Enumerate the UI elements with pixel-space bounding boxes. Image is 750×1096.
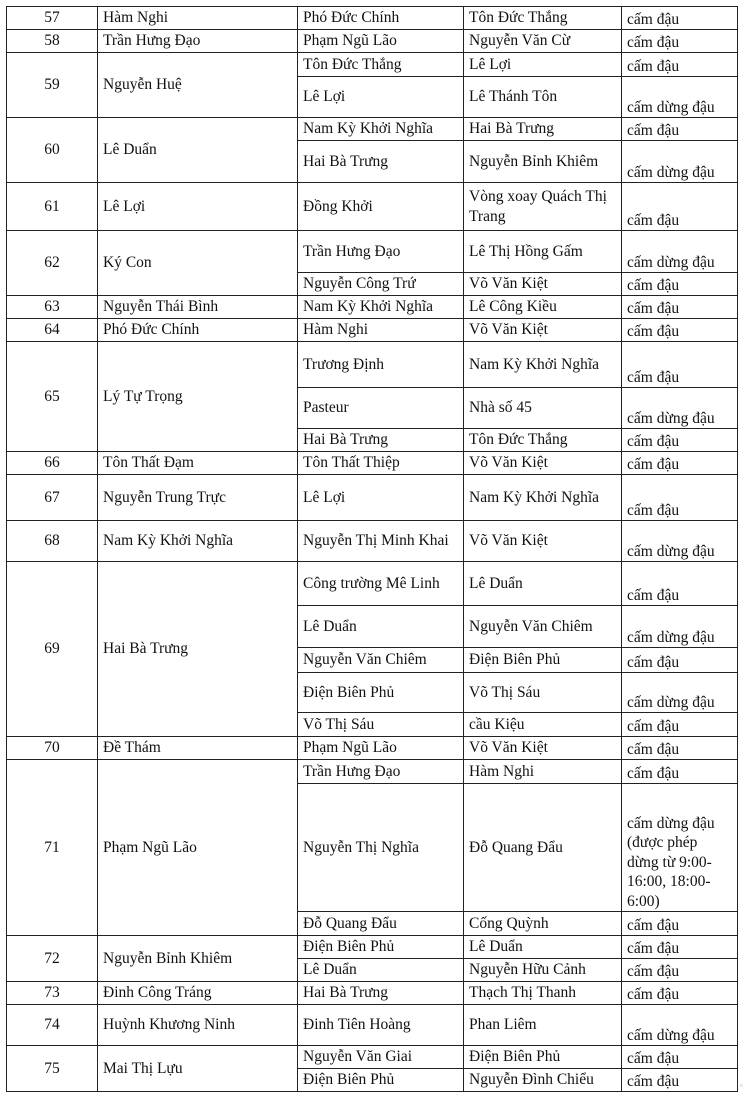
parking-status: cấm đậu: [622, 296, 738, 319]
segment-from: Lê Lợi: [298, 475, 464, 521]
route-number: 65: [7, 342, 98, 452]
segment-from: Hai Bà Trưng: [298, 141, 464, 183]
route-number: 59: [7, 53, 98, 118]
segment-to: Nguyễn Đình Chiểu: [464, 1069, 622, 1092]
route-number: 58: [7, 30, 98, 53]
parking-status: cấm dừng đậu: [622, 388, 738, 429]
segment-to: Võ Thị Sáu: [464, 673, 622, 713]
segment-to: Lê Thánh Tôn: [464, 77, 622, 118]
segment-from: Nam Kỳ Khởi Nghĩa: [298, 296, 464, 319]
route-number: 69: [7, 562, 98, 737]
parking-status: cấm đậu: [622, 959, 738, 982]
segment-to: Võ Văn Kiệt: [464, 521, 622, 562]
segment-to: Lê Lợi: [464, 53, 622, 77]
segment-to: Nam Kỳ Khởi Nghĩa: [464, 475, 622, 521]
table-row: [7, 982, 738, 1005]
segment-from: Đỗ Quang Đẩu: [298, 912, 464, 936]
parking-status: cấm đậu: [622, 1069, 738, 1092]
parking-status: cấm đậu: [622, 319, 738, 342]
segment-from: Trương Định: [298, 342, 464, 388]
segment-to: Nguyễn Hữu Cảnh: [464, 959, 622, 982]
segment-from: Lê Duẩn: [298, 606, 464, 648]
parking-status: cấm đậu: [622, 648, 738, 673]
segment-to: Phan Liêm: [464, 1005, 622, 1046]
parking-status: cấm đậu: [622, 982, 738, 1005]
parking-status: cấm đậu: [622, 342, 738, 388]
street-name: Ký Con: [98, 231, 298, 296]
segment-to: Tôn Đức Thắng: [464, 429, 622, 452]
segment-from: Tôn Đức Thắng: [298, 53, 464, 77]
table-row: [7, 319, 738, 342]
table-row: [7, 452, 738, 475]
segment-to: Hàm Nghi: [464, 760, 622, 784]
route-table-page: [6, 6, 737, 1092]
segment-to: Nguyễn Bỉnh Khiêm: [464, 141, 622, 183]
corner-mark-icon: ◦: [738, 1082, 744, 1092]
segment-from: Nguyễn Công Trứ: [298, 273, 464, 296]
street-name: Phó Đức Chính: [98, 319, 298, 342]
parking-status: cấm đậu: [622, 760, 738, 784]
street-name: Hàm Nghi: [98, 7, 298, 30]
route-number: 73: [7, 982, 98, 1005]
table-row: [7, 737, 738, 760]
segment-to: Nguyễn Văn Chiêm: [464, 606, 622, 648]
segment-from: Hai Bà Trưng: [298, 429, 464, 452]
segment-from: Điện Biên Phủ: [298, 673, 464, 713]
table-row: [7, 1005, 738, 1046]
route-number: 60: [7, 118, 98, 183]
segment-to: Lê Thị Hồng Gấm: [464, 231, 622, 273]
table-row: [7, 296, 738, 319]
route-number: 72: [7, 936, 98, 982]
parking-status: cấm đậu: [622, 713, 738, 737]
segment-to: Võ Văn Kiệt: [464, 319, 622, 342]
route-number: 57: [7, 7, 98, 30]
street-name: Nguyễn Trung Trực: [98, 475, 298, 521]
table-row: [7, 53, 738, 77]
parking-status: cấm đậu: [622, 452, 738, 475]
parking-status: cấm dừng đậu (được phép dừng từ 9:00-16:00, 18:00-6:00): [622, 784, 738, 912]
segment-from: Lê Lợi: [298, 77, 464, 118]
table-row: [7, 118, 738, 141]
street-name: Nguyễn Huệ: [98, 53, 298, 118]
street-name: Nguyễn Thái Bình: [98, 296, 298, 319]
parking-status: cấm dừng đậu: [622, 521, 738, 562]
table-row: [7, 30, 738, 53]
street-name: Đề Thám: [98, 737, 298, 760]
parking-status: cấm dừng đậu: [622, 606, 738, 648]
segment-from: Công trường Mê Linh: [298, 562, 464, 606]
table-row: [7, 231, 738, 273]
table-row: [7, 936, 738, 959]
street-name: Nguyễn Bỉnh Khiêm: [98, 936, 298, 982]
segment-to: Lê Công Kiều: [464, 296, 622, 319]
parking-status: cấm đậu: [622, 562, 738, 606]
segment-to: Vòng xoay Quách Thị Trang: [464, 183, 622, 231]
table-row: [7, 342, 738, 388]
segment-from: Nam Kỳ Khởi Nghĩa: [298, 118, 464, 141]
street-name: Lý Tự Trọng: [98, 342, 298, 452]
table-row: [7, 475, 738, 521]
parking-status: cấm dừng đậu: [622, 1005, 738, 1046]
parking-status: cấm đậu: [622, 7, 738, 30]
street-name: Nam Kỳ Khởi Nghĩa: [98, 521, 298, 562]
street-name: Lê Lợi: [98, 183, 298, 231]
segment-from: Võ Thị Sáu: [298, 713, 464, 737]
parking-status: cấm dừng đậu: [622, 77, 738, 118]
street-name: Mai Thị Lựu: [98, 1046, 298, 1092]
segment-from: Lê Duẩn: [298, 959, 464, 982]
parking-status: cấm đậu: [622, 183, 738, 231]
parking-status: cấm đậu: [622, 936, 738, 959]
parking-status: cấm dừng đậu: [622, 673, 738, 713]
street-name: Hai Bà Trưng: [98, 562, 298, 737]
parking-status: cấm đậu: [622, 118, 738, 141]
parking-status: cấm đậu: [622, 475, 738, 521]
segment-to: Nam Kỳ Khởi Nghĩa: [464, 342, 622, 388]
parking-status: cấm đậu: [622, 429, 738, 452]
route-number: 70: [7, 737, 98, 760]
parking-status: cấm đậu: [622, 1046, 738, 1069]
segment-from: Nguyễn Văn Giai: [298, 1046, 464, 1069]
segment-from: Trần Hưng Đạo: [298, 231, 464, 273]
segment-from: Pasteur: [298, 388, 464, 429]
segment-to: Nguyễn Văn Cừ: [464, 30, 622, 53]
route-number: 66: [7, 452, 98, 475]
segment-to: Điện Biên Phủ: [464, 1046, 622, 1069]
segment-to: Hai Bà Trưng: [464, 118, 622, 141]
segment-from: Nguyễn Thị Nghĩa: [298, 784, 464, 912]
route-number: 62: [7, 231, 98, 296]
route-number: 74: [7, 1005, 98, 1046]
route-table: [6, 6, 738, 1092]
segment-from: Hàm Nghi: [298, 319, 464, 342]
route-number: 68: [7, 521, 98, 562]
segment-from: Điện Biên Phủ: [298, 936, 464, 959]
segment-from: Phó Đức Chính: [298, 7, 464, 30]
route-number: 64: [7, 319, 98, 342]
segment-from: Nguyễn Thị Minh Khai: [298, 521, 464, 562]
parking-status: cấm đậu: [622, 912, 738, 936]
route-number: 75: [7, 1046, 98, 1092]
segment-from: Phạm Ngũ Lão: [298, 30, 464, 53]
parking-status: cấm đậu: [622, 53, 738, 77]
street-name: Lê Duẩn: [98, 118, 298, 183]
segment-from: Trần Hưng Đạo: [298, 760, 464, 784]
segment-from: Tôn Thất Thiệp: [298, 452, 464, 475]
segment-to: cầu Kiệu: [464, 713, 622, 737]
street-name: Tôn Thất Đạm: [98, 452, 298, 475]
segment-to: Võ Văn Kiệt: [464, 737, 622, 760]
segment-to: Cống Quỳnh: [464, 912, 622, 936]
street-name: Phạm Ngũ Lão: [98, 760, 298, 936]
street-name: Trần Hưng Đạo: [98, 30, 298, 53]
table-row: [7, 7, 738, 30]
table-row: [7, 562, 738, 606]
segment-to: Tôn Đức Thắng: [464, 7, 622, 30]
segment-to: Thạch Thị Thanh: [464, 982, 622, 1005]
segment-from: Đồng Khởi: [298, 183, 464, 231]
segment-to: Lê Duẩn: [464, 562, 622, 606]
segment-from: Phạm Ngũ Lão: [298, 737, 464, 760]
parking-status: cấm dừng đậu: [622, 231, 738, 273]
segment-to: Võ Văn Kiệt: [464, 452, 622, 475]
segment-from: Điện Biên Phủ: [298, 1069, 464, 1092]
segment-from: Nguyễn Văn Chiêm: [298, 648, 464, 673]
route-number: 63: [7, 296, 98, 319]
parking-status: cấm dừng đậu: [622, 141, 738, 183]
route-number: 67: [7, 475, 98, 521]
segment-to: Nhà số 45: [464, 388, 622, 429]
table-row: [7, 760, 738, 784]
segment-to: Đỗ Quang Đẩu: [464, 784, 622, 912]
segment-to: Điện Biên Phủ: [464, 648, 622, 673]
segment-to: Lê Duẩn: [464, 936, 622, 959]
table-row: [7, 1046, 738, 1069]
street-name: Đinh Công Tráng: [98, 982, 298, 1005]
street-name: Huỳnh Khương Ninh: [98, 1005, 298, 1046]
segment-to: Võ Văn Kiệt: [464, 273, 622, 296]
route-table-body: [7, 7, 738, 1092]
route-number: 61: [7, 183, 98, 231]
table-row: [7, 183, 738, 231]
route-number: 71: [7, 760, 98, 936]
segment-from: Đinh Tiên Hoàng: [298, 1005, 464, 1046]
parking-status: cấm đậu: [622, 273, 738, 296]
parking-status: cấm đậu: [622, 30, 738, 53]
segment-from: Hai Bà Trưng: [298, 982, 464, 1005]
parking-status: cấm đậu: [622, 737, 738, 760]
table-row: [7, 521, 738, 562]
